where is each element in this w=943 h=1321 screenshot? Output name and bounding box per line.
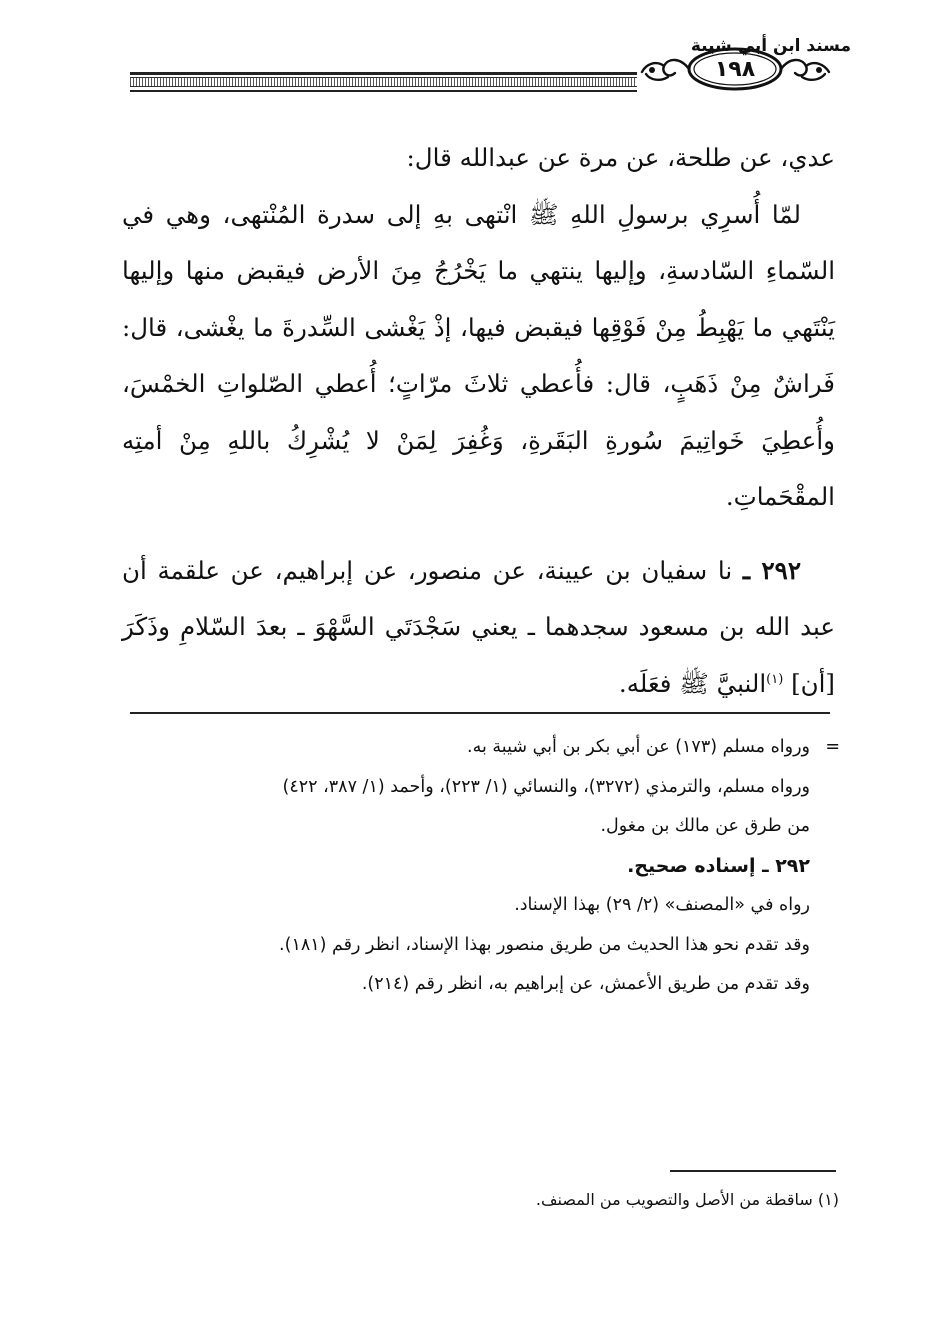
hadith-292-text: نا سفيان بن عيينة، عن منصور، عن إبراهيم، عن علقمة أن عبد الله بن مسعود سجدهما ـ يعني سَجْدَتَي السَّهْوَ ـ بعدَ السّلامِ وذَكَرَ [أن] (122, 555, 835, 698)
footnote (536, 1190, 839, 1209)
hadith-292 (122, 543, 835, 713)
footnote-marker: (١) (817, 1190, 839, 1209)
note-line: وقد تقدم من طريق الأعمش، عن إبراهيم به، انظر رقم (٢١٤). (361, 974, 810, 994)
note-line-text: ورواه مسلم (١٧٣) عن أبي بكر بن أبي شيبة به. (467, 737, 810, 757)
notes-separator (130, 712, 830, 714)
note-heading-292: ٢٩٢ ـ إسناده صحيح. (627, 854, 810, 877)
footnote-reference: (١) (766, 671, 784, 687)
footnote-rule (670, 1170, 836, 1172)
isnad-line: عدي، عن طلحة، عن مرة عن عبدالله قال: (406, 143, 835, 172)
note-line: ورواه مسلم، والترمذي (٣٢٧٢)، والنسائي (١/ ٢٢٣)، وأحمد (١/ ٣٨٧، ٤٢٢) (282, 776, 810, 797)
note-line: رواه في «المصنف» (٢/ ٢٩) بهذا الإسناد. (514, 895, 810, 915)
commentary-notes (150, 728, 840, 1005)
main-text (122, 130, 835, 712)
note-line: من طرق عن مالك بن مغول. (600, 816, 810, 836)
note-line (150, 728, 840, 768)
hadith-number: ٢٩٢ ـ (742, 555, 801, 585)
continuation-marker: = (825, 737, 840, 757)
header-rule-thin (130, 90, 637, 92)
note-line: وقد تقدم نحو هذا الحديث من طريق منصور بهذا الإسناد، انظر رقم (١٨١). (279, 934, 810, 955)
running-header-title: مسند ابن أبي شيبة (690, 36, 851, 56)
footnote-text: ساقطة من الأصل والتصويب من المصنف. (535, 1190, 813, 1209)
header-rule-band (130, 77, 637, 87)
hadith-292-ending: النبيَّ ﷺ فعَلَه. (618, 668, 767, 698)
header-rule (130, 72, 637, 75)
page-number: ١٩٨ (714, 57, 756, 82)
hadith-text: لمّا أُسرِي برسولِ اللهِ ﷺ انْتهى بهِ إلى سدرة المُنْتهى، وهي في السّماءِ السّادسةِ، وإليها ينتهي ما يَخْرُجُ مِنَ الأرض فيقبض منها وإليها يَنْتَهي ما يَهْبِطُ مِنْ فَوْقِها فيقبض فيها، إذْ يَغْشى السِّدرةَ ما يغْشى، قال: فَراشٌ مِنْ ذَهَبٍ، قال: فأُعطي ثلاثَ مرّاتٍ؛ أُعطي الصّلواتِ الخمْسَ، وأُعطِيَ خَواتِيمَ سُورةِ البَقَرةِ، وَغُفِرَ لِمَنْ لا يُشْرِكُ باللهِ مِنْ أمتِه المقْحَماتِ. (122, 199, 835, 511)
